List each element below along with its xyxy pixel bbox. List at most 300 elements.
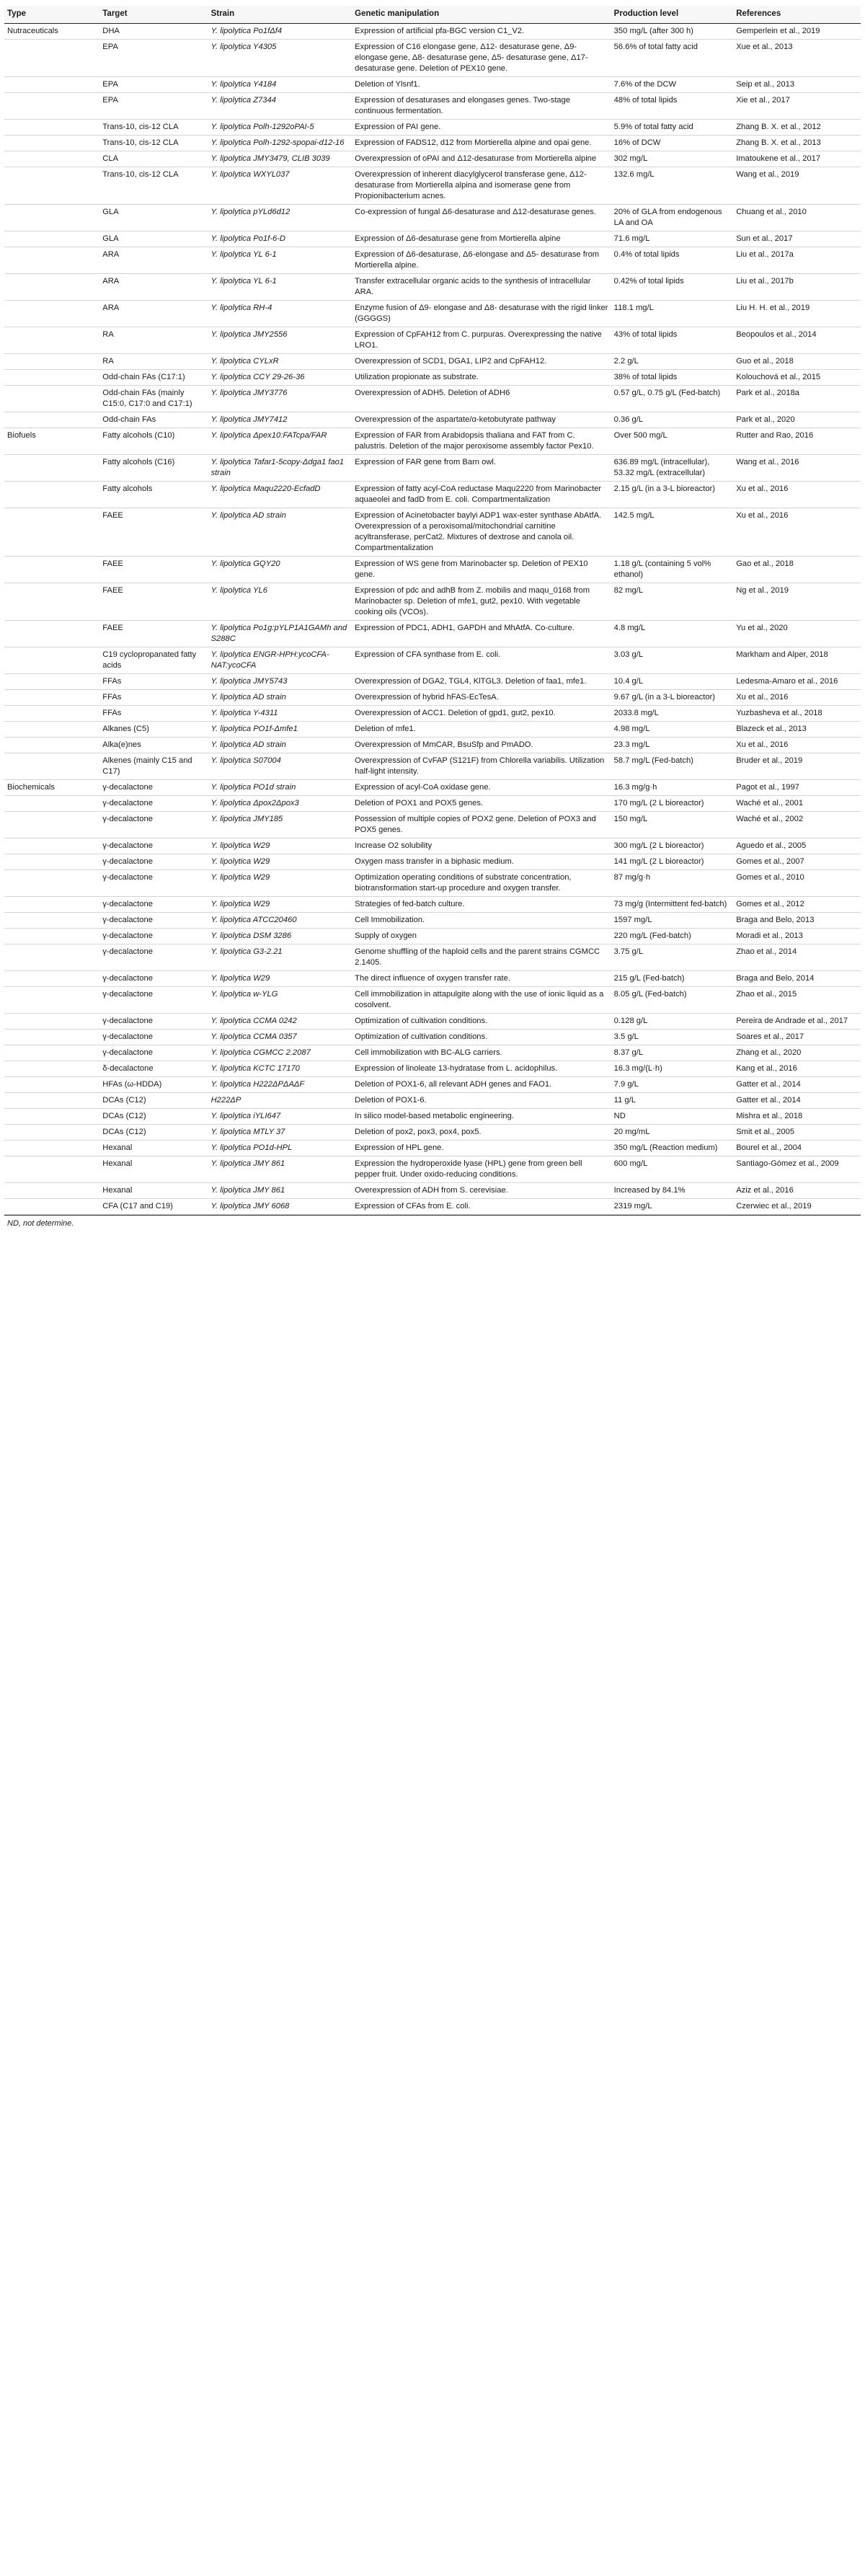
cell-target: Fatty alcohols (C10) [99,428,208,455]
cell-target: Fatty alcohols (C16) [99,455,208,482]
table-row [4,247,861,274]
header-type: Type [4,6,99,24]
cell-production-level: 4.98 mg/L [611,722,734,738]
table-row [4,706,861,722]
cell-strain: Y. lipolytica Polh-1292oPAI-5 [208,120,352,136]
cell-type [4,1109,99,1125]
cell-genetic-manipulation: Expression of desaturases and elongases genes. Two-stage continuous fermentation. [352,93,611,120]
table-row [4,1045,861,1061]
table-row [4,77,861,93]
cell-genetic-manipulation: Deletion of Ylsnf1. [352,77,611,93]
table-row [4,897,861,913]
cell-production-level: 20% of GLA from endogenous LA and OA [611,205,734,231]
cell-genetic-manipulation: Expression of linoleate 13-hydratase from L. acidophilus. [352,1061,611,1077]
cell-reference[interactable]: Aziz et al., 2016 [733,1183,861,1199]
cell-genetic-manipulation: Deletion of POX1-6. [352,1093,611,1109]
cell-reference[interactable]: Yuzbasheva et al., 2018 [733,706,861,722]
cell-reference[interactable]: Markham and Alper, 2018 [733,647,861,674]
table-row [4,1061,861,1077]
cell-reference[interactable]: Xie et al., 2017 [733,93,861,120]
cell-production-level: 87 mg/g·h [611,870,734,897]
cell-genetic-manipulation: Expression of WS gene from Marinobacter sp. Deletion of PEX10 gene. [352,557,611,583]
table-row [4,482,861,508]
cell-type [4,621,99,647]
cell-genetic-manipulation: Overexpression of the aspartate/α-ketobutyrate pathway [352,412,611,428]
table-row [4,354,861,370]
cell-target: γ-decalactone [99,812,208,838]
cell-reference[interactable]: Gatter et al., 2014 [733,1093,861,1109]
cell-production-level: 8.37 g/L [611,1045,734,1061]
cell-genetic-manipulation: Expression of HPL gene. [352,1141,611,1156]
cell-production-level: 16% of DCW [611,136,734,151]
cell-production-level: 1.18 g/L (containing 5 vol% ethanol) [611,557,734,583]
cell-strain: Y. lipolytica JMY3776 [208,386,352,412]
cell-type [4,1030,99,1045]
cell-production-level: 10.4 g/L [611,674,734,690]
cell-strain: Y. lipolytica ATCC20460 [208,913,352,929]
cell-production-level: 4.8 mg/L [611,621,734,647]
cell-type [4,690,99,706]
table-footnote: ND, not determine. [7,1219,74,1228]
cell-genetic-manipulation: Expression of fatty acyl-CoA reductase Maqu2220 from Marinobacter aquaeolei and fadD from E. coli. Compartmentalization [352,482,611,508]
table-row [4,301,861,327]
cell-reference[interactable]: Xu et al., 2016 [733,738,861,753]
cell-target: γ-decalactone [99,796,208,812]
cell-genetic-manipulation: Expression of Δ6-desaturase gene from Mortierella alpine [352,231,611,247]
cell-target: Odd-chain FAs [99,412,208,428]
cell-production-level: 7.9 g/L [611,1077,734,1093]
table-row [4,24,861,40]
table-row [4,455,861,482]
header-genetic-manipulation: Genetic manipulation [352,6,611,24]
table-row [4,780,861,796]
cell-genetic-manipulation: Deletion of mfe1. [352,722,611,738]
cell-target: FAEE [99,621,208,647]
cell-genetic-manipulation: Genome shuffling of the haploid cells and the parent strains CGMCC 2.1405. [352,944,611,971]
cell-reference[interactable]: Zhao et al., 2014 [733,944,861,971]
cell-type [4,412,99,428]
cell-genetic-manipulation: Expression the hydroperoxide lyase (HPL) gene from green bell pepper fruit. Under oxido-reducing conditions. [352,1156,611,1183]
cell-target: RA [99,327,208,354]
cell-reference[interactable]: Gemperlein et al., 2019 [733,24,861,40]
table-row [4,412,861,428]
cell-production-level: 350 mg/L (after 300 h) [611,24,734,40]
cell-genetic-manipulation: Cell immobilization in attapulgite along with the use of ionic liquid as a cosolvent. [352,987,611,1014]
cell-target: EPA [99,93,208,120]
cell-reference[interactable]: Xu et al., 2016 [733,690,861,706]
cell-strain: Y. lipolytica CCY 29-26-36 [208,370,352,386]
table-row [4,690,861,706]
cell-strain: Y. lipolytica CYLxR [208,354,352,370]
cell-target: ARA [99,274,208,301]
cell-strain: Y. lipolytica JMY185 [208,812,352,838]
table-row [4,854,861,870]
cell-strain: Y. lipolytica RH-4 [208,301,352,327]
table-row [4,796,861,812]
cell-target: Fatty alcohols [99,482,208,508]
cell-production-level: 8.05 g/L (Fed-batch) [611,987,734,1014]
cell-type [4,386,99,412]
table-row [4,944,861,971]
cell-reference[interactable]: Zhang B. X. et al., 2013 [733,136,861,151]
cell-genetic-manipulation: Overexpression of oPAI and Δ12-desaturase from Mortierella alpine [352,151,611,167]
cell-genetic-manipulation: Overexpression of ACC1. Deletion of gpd1, gut2, pex10. [352,706,611,722]
cell-genetic-manipulation: Deletion of pox2, pox3, pox4, pox5. [352,1125,611,1141]
cell-type [4,1183,99,1199]
table-row [4,557,861,583]
table-row [4,913,861,929]
cell-type [4,1045,99,1061]
table-row [4,812,861,838]
cell-genetic-manipulation: Cell immobilization with BC-ALG carriers. [352,1045,611,1061]
cell-genetic-manipulation: The direct influence of oxygen transfer rate. [352,971,611,987]
cell-reference[interactable]: Soares et al., 2017 [733,1030,861,1045]
cell-genetic-manipulation: Expression of FADS12, d12 from Mortierella alpine and opai gene. [352,136,611,151]
cell-target: γ-decalactone [99,838,208,854]
cell-strain: Y. lipolytica W29 [208,971,352,987]
cell-genetic-manipulation: Expression of pdc and adhB from Z. mobilis and maqu_0168 from Marinobacter sp. Deletion of mfe1, gut2, pex10. With vegetable cooking oils (VCOs). [352,583,611,621]
cell-production-level: 48% of total lipids [611,93,734,120]
cell-type [4,354,99,370]
cell-genetic-manipulation: Expression of C16 elongase gene, Δ12- desaturase gene, Δ9- elongase gene, Δ8- desaturase gene, Δ5- desaturase gene, Δ17- desaturase gene. Deletion of PEX10 gene. [352,40,611,77]
cell-reference[interactable]: Pereira de Andrade et al., 2017 [733,1014,861,1030]
cell-type: Biofuels [4,428,99,455]
cell-target: RA [99,354,208,370]
cell-type [4,738,99,753]
cell-strain: Y. lipolytica Δpex10:FATcpa/FAR [208,428,352,455]
cell-target: Trans-10, cis-12 CLA [99,120,208,136]
cell-strain: Y. lipolytica W29 [208,897,352,913]
cell-strain: Y. lipolytica H222ΔPΔAΔF [208,1077,352,1093]
cell-type [4,929,99,944]
cell-strain: Y. lipolytica Polh-1292-spopai-d12-16 [208,136,352,151]
table-row [4,971,861,987]
cell-genetic-manipulation: Deletion of POX1 and POX5 genes. [352,796,611,812]
cell-production-level: 1597 mg/L [611,913,734,929]
cell-genetic-manipulation: Expression of CFAs from E. coli. [352,1199,611,1215]
cell-type [4,722,99,738]
cell-genetic-manipulation: Cell Immobilization. [352,913,611,929]
cell-genetic-manipulation: Overexpression of DGA2, TGL4, KlTGL3. Deletion of faa1, mfe1. [352,674,611,690]
cell-production-level: 142.5 mg/L [611,508,734,557]
cell-strain: Y. lipolytica YL 6-1 [208,247,352,274]
cell-target: Alkenes (mainly C15 and C17) [99,753,208,780]
cell-production-level: 11 g/L [611,1093,734,1109]
cell-strain: Y. lipolytica JMY 861 [208,1156,352,1183]
cell-genetic-manipulation: Expression of artificial pfa-BGC version C1_V2. [352,24,611,40]
cell-reference[interactable]: Aguedo et al., 2005 [733,838,861,854]
production-table [4,6,861,1215]
cell-type [4,1061,99,1077]
cell-strain: Y. lipolytica AD strain [208,738,352,753]
cell-genetic-manipulation: Overexpression of ADH5. Deletion of ADH6 [352,386,611,412]
cell-type [4,753,99,780]
cell-target: Odd-chain FAs (C17:1) [99,370,208,386]
cell-strain: Y. lipolytica W29 [208,854,352,870]
cell-strain: Y. lipolytica PO1f-Δmfe1 [208,722,352,738]
cell-reference[interactable]: Gatter et al., 2014 [733,1077,861,1093]
cell-reference[interactable]: Bourel et al., 2004 [733,1141,861,1156]
cell-strain: Y. lipolytica DSM 3286 [208,929,352,944]
cell-genetic-manipulation: Supply of oxygen [352,929,611,944]
cell-type [4,838,99,854]
cell-production-level: 3.03 g/L [611,647,734,674]
cell-reference[interactable]: Gomes et al., 2012 [733,897,861,913]
cell-production-level: 0.57 g/L, 0.75 g/L (Fed-batch) [611,386,734,412]
table-row [4,120,861,136]
cell-reference[interactable]: Mishra et al., 2018 [733,1109,861,1125]
cell-type: Nutraceuticals [4,24,99,40]
cell-target: FAEE [99,508,208,557]
table-row [4,40,861,77]
cell-strain: Y. lipolytica KCTC 17170 [208,1061,352,1077]
cell-type [4,231,99,247]
cell-type [4,1093,99,1109]
table-row [4,722,861,738]
cell-target: Odd-chain FAs (mainly C15:0, C17:0 and C17:1) [99,386,208,412]
cell-reference[interactable]: Zhao et al., 2015 [733,987,861,1014]
cell-genetic-manipulation: Optimization of cultivation conditions. [352,1014,611,1030]
cell-target: γ-decalactone [99,1045,208,1061]
cell-type [4,274,99,301]
cell-target: FAEE [99,583,208,621]
table-row [4,274,861,301]
table-row [4,929,861,944]
cell-reference[interactable]: Blazeck et al., 2013 [733,722,861,738]
cell-reference[interactable]: Czerwiec et al., 2019 [733,1199,861,1215]
cell-production-level: 302 mg/L [611,151,734,167]
header-target: Target [99,6,208,24]
cell-strain: Y. lipolytica CGMCC 2.2087 [208,1045,352,1061]
cell-production-level: 82 mg/L [611,583,734,621]
cell-genetic-manipulation: Overexpression of CvFAP (S121F) from Chlorella variabilis. Utilization half-light intensity. [352,753,611,780]
cell-target: FFAs [99,674,208,690]
cell-target: γ-decalactone [99,944,208,971]
cell-reference[interactable]: Wang et al., 2019 [733,167,861,205]
cell-reference[interactable]: Braga and Belo, 2014 [733,971,861,987]
cell-reference[interactable]: Xu et al., 2016 [733,508,861,557]
table-row [4,987,861,1014]
cell-production-level: 16.3 mg/(L·h) [611,1061,734,1077]
cell-type [4,455,99,482]
cell-production-level: 141 mg/L (2 L bioreactor) [611,854,734,870]
cell-target: γ-decalactone [99,971,208,987]
cell-reference[interactable]: Moradi et al., 2013 [733,929,861,944]
cell-reference[interactable]: Xue et al., 2013 [733,40,861,77]
table-row [4,1109,861,1125]
cell-reference[interactable]: Wang et al., 2016 [733,455,861,482]
cell-production-level: 5.9% of total fatty acid [611,120,734,136]
cell-genetic-manipulation: Overexpression of hybrid hFAS-EcTesA. [352,690,611,706]
cell-reference[interactable]: Liu H. H. et al., 2019 [733,301,861,327]
cell-reference[interactable]: Waché et al., 2001 [733,796,861,812]
cell-reference[interactable]: Beopoulos et al., 2014 [733,327,861,354]
cell-reference[interactable]: Kang et al., 2016 [733,1061,861,1077]
cell-type [4,944,99,971]
table-row [4,838,861,854]
cell-genetic-manipulation: Deletion of POX1-6, all relevant ADH genes and FAO1. [352,1077,611,1093]
cell-reference[interactable]: Zhang et al., 2020 [733,1045,861,1061]
cell-production-level: Over 500 mg/L [611,428,734,455]
cell-target: FFAs [99,690,208,706]
cell-genetic-manipulation: Possession of multiple copies of POX2 gene. Deletion of POX3 and POX5 genes. [352,812,611,838]
cell-genetic-manipulation: Transfer extracellular organic acids to the synthesis of intracellular ARA. [352,274,611,301]
cell-reference[interactable]: Santiago-Gómez et al., 2009 [733,1156,861,1183]
cell-reference[interactable]: Gao et al., 2018 [733,557,861,583]
cell-strain: Y. lipolytica Po1f-6-D [208,231,352,247]
cell-production-level: 3.75 g/L [611,944,734,971]
cell-type [4,205,99,231]
table-row [4,508,861,557]
table-container [4,6,861,1231]
cell-strain: Y. lipolytica JMY2556 [208,327,352,354]
cell-target: γ-decalactone [99,780,208,796]
cell-production-level: 170 mg/L (2 L bioreactor) [611,796,734,812]
cell-reference[interactable]: Liu et al., 2017b [733,274,861,301]
cell-genetic-manipulation: Enzyme fusion of Δ9- elongase and Δ8- desaturase with the rigid linker (GGGGS) [352,301,611,327]
cell-target: γ-decalactone [99,1030,208,1045]
cell-target: γ-decalactone [99,870,208,897]
cell-strain: Y. lipolytica Maqu2220-EcfadD [208,482,352,508]
cell-reference[interactable]: Park et al., 2020 [733,412,861,428]
cell-strain: Y. lipolytica Δpox2Δpox3 [208,796,352,812]
cell-type [4,77,99,93]
cell-production-level: 150 mg/L [611,812,734,838]
cell-target: ARA [99,301,208,327]
cell-type [4,1014,99,1030]
cell-target: Hexanal [99,1156,208,1183]
cell-reference[interactable]: Yu et al., 2020 [733,621,861,647]
cell-type [4,870,99,897]
cell-target: Hexanal [99,1141,208,1156]
cell-genetic-manipulation: Expression of Δ6-desaturase, Δ6-elongase and Δ5- desaturase from Mortierella alpine. [352,247,611,274]
cell-strain: Y. lipolytica W29 [208,838,352,854]
cell-reference[interactable]: Smit et al., 2005 [733,1125,861,1141]
cell-reference[interactable]: Gomes et al., 2010 [733,870,861,897]
cell-reference[interactable]: Rutter and Rao, 2016 [733,428,861,455]
cell-target: HFAs (ω-HDDA) [99,1077,208,1093]
cell-strain: Y. lipolytica Po1g:pYLP1A1GAMh and S288C [208,621,352,647]
cell-production-level: 2319 mg/L [611,1199,734,1215]
cell-strain: Y. lipolytica Y4184 [208,77,352,93]
cell-production-level: 2.15 g/L (in a 3-L bioreactor) [611,482,734,508]
table-row [4,151,861,167]
header-strain: Strain [208,6,352,24]
cell-target: Trans-10, cis-12 CLA [99,167,208,205]
cell-type [4,1077,99,1093]
cell-reference[interactable]: Seip et al., 2013 [733,77,861,93]
cell-type [4,327,99,354]
cell-genetic-manipulation: Overexpression of MmCAR, BsuSfp and PmADO. [352,738,611,753]
cell-strain: Y. lipolytica W29 [208,870,352,897]
table-row [4,1093,861,1109]
cell-reference[interactable]: Xu et al., 2016 [733,482,861,508]
cell-target: γ-decalactone [99,913,208,929]
cell-production-level: 71.6 mg/L [611,231,734,247]
table-row [4,428,861,455]
cell-target: GLA [99,231,208,247]
cell-target: DHA [99,24,208,40]
cell-reference[interactable]: Bruder et al., 2019 [733,753,861,780]
cell-production-level: Increased by 84.1% [611,1183,734,1199]
cell-strain: Y. lipolytica JMY 6068 [208,1199,352,1215]
cell-production-level: 350 mg/L (Reaction medium) [611,1141,734,1156]
cell-reference[interactable]: Imatoukene et al., 2017 [733,151,861,167]
cell-genetic-manipulation: Expression of FAR gene from Barn owl. [352,455,611,482]
cell-reference[interactable]: Ng et al., 2019 [733,583,861,621]
cell-type [4,706,99,722]
cell-reference[interactable]: Guo et al., 2018 [733,354,861,370]
cell-reference[interactable]: Kolouchová et al., 2015 [733,370,861,386]
cell-type [4,93,99,120]
cell-genetic-manipulation: Strategies of fed-batch culture. [352,897,611,913]
cell-production-level: 636.89 mg/L (intracellular), 53.32 mg/L (extracellular) [611,455,734,482]
cell-reference[interactable]: Chuang et al., 2010 [733,205,861,231]
cell-strain: Y. lipolytica CCMA 0357 [208,1030,352,1045]
table-row [4,647,861,674]
cell-type [4,987,99,1014]
cell-type [4,796,99,812]
header-references: References [733,6,861,24]
table-row [4,327,861,354]
cell-production-level: 0.36 g/L [611,412,734,428]
table-row [4,231,861,247]
cell-target: Alka(e)nes [99,738,208,753]
table-row [4,136,861,151]
cell-strain: Y. lipolytica iYLI647 [208,1109,352,1125]
cell-reference[interactable]: Braga and Belo, 2013 [733,913,861,929]
cell-reference[interactable]: Zhang B. X. et al., 2012 [733,120,861,136]
cell-production-level: 23.3 mg/L [611,738,734,753]
header-production-level: Production level [611,6,734,24]
cell-reference[interactable]: Sun et al., 2017 [733,231,861,247]
cell-strain: Y. lipolytica S07004 [208,753,352,780]
table-row [4,1183,861,1199]
cell-reference[interactable]: Pagot et al., 1997 [733,780,861,796]
cell-production-level: 56.6% of total fatty acid [611,40,734,77]
cell-production-level: 20 mg/mL [611,1125,734,1141]
cell-strain: Y. lipolytica JMY5743 [208,674,352,690]
cell-strain: Y. lipolytica Y-4311 [208,706,352,722]
cell-genetic-manipulation: Optimization operating conditions of substrate concentration, biotransformation start-up procedure and oxygen transfer. [352,870,611,897]
cell-production-level: 3.5 g/L [611,1030,734,1045]
table-row [4,1156,861,1183]
cell-target: γ-decalactone [99,987,208,1014]
cell-target: CFA (C17 and C19) [99,1199,208,1215]
cell-strain: Y. lipolytica PO1d-HPL [208,1141,352,1156]
cell-type [4,1125,99,1141]
cell-production-level: 215 g/L (Fed-batch) [611,971,734,987]
cell-strain: Y. lipolytica pYLd6d12 [208,205,352,231]
cell-production-level: 118.1 mg/L [611,301,734,327]
cell-reference[interactable]: Waché et al., 2002 [733,812,861,838]
cell-reference[interactable]: Gomes et al., 2007 [733,854,861,870]
cell-target: EPA [99,40,208,77]
cell-strain: Y. lipolytica AD strain [208,690,352,706]
table-row [4,738,861,753]
cell-target: FAEE [99,557,208,583]
table-row [4,1077,861,1093]
cell-reference[interactable]: Ledesma-Amaro et al., 2016 [733,674,861,690]
cell-strain: Y. lipolytica JMY 861 [208,1183,352,1199]
cell-target: γ-decalactone [99,929,208,944]
cell-target: δ-decalactone [99,1061,208,1077]
cell-reference[interactable]: Park et al., 2018a [733,386,861,412]
cell-reference[interactable]: Liu et al., 2017a [733,247,861,274]
table-row [4,1141,861,1156]
table-row [4,386,861,412]
cell-production-level: 0.128 g/L [611,1014,734,1030]
